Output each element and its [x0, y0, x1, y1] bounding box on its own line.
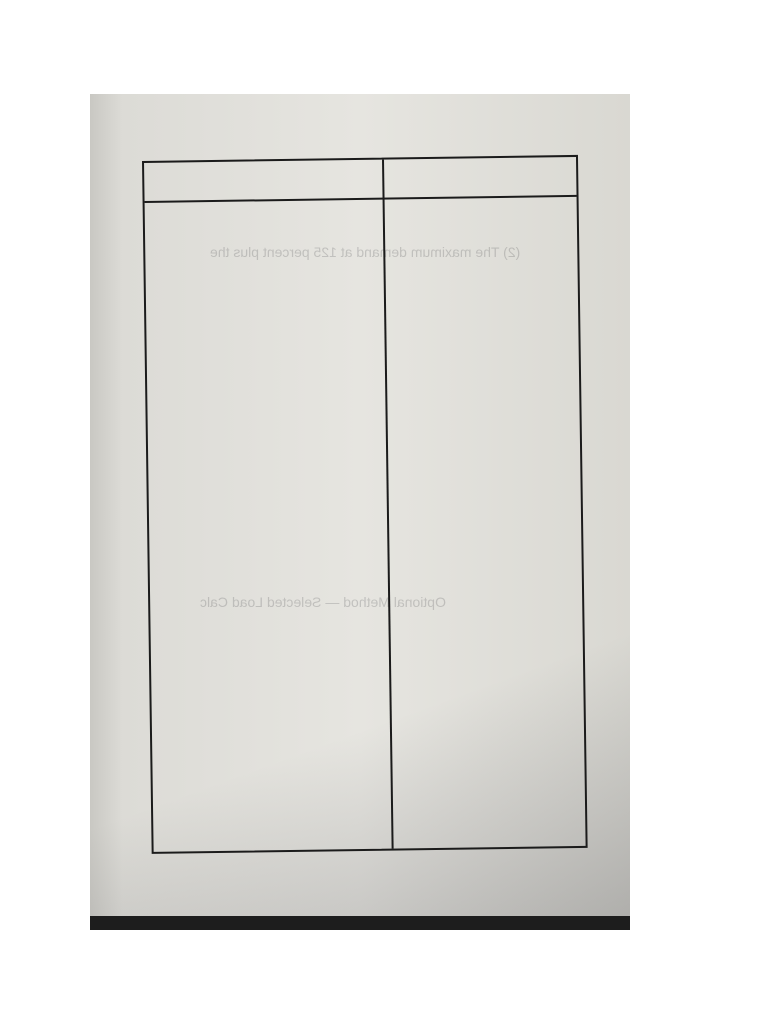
photo-bottom-edge — [90, 916, 630, 930]
bleed-through-text: (2) The maximum demand at 125 percent plus the — [210, 244, 521, 260]
table-header-row — [144, 157, 577, 203]
column-divider — [382, 160, 394, 849]
bleed-through-text: Optional Method — Selected Load Calc — [200, 594, 446, 610]
demand-factor-table — [142, 155, 588, 854]
